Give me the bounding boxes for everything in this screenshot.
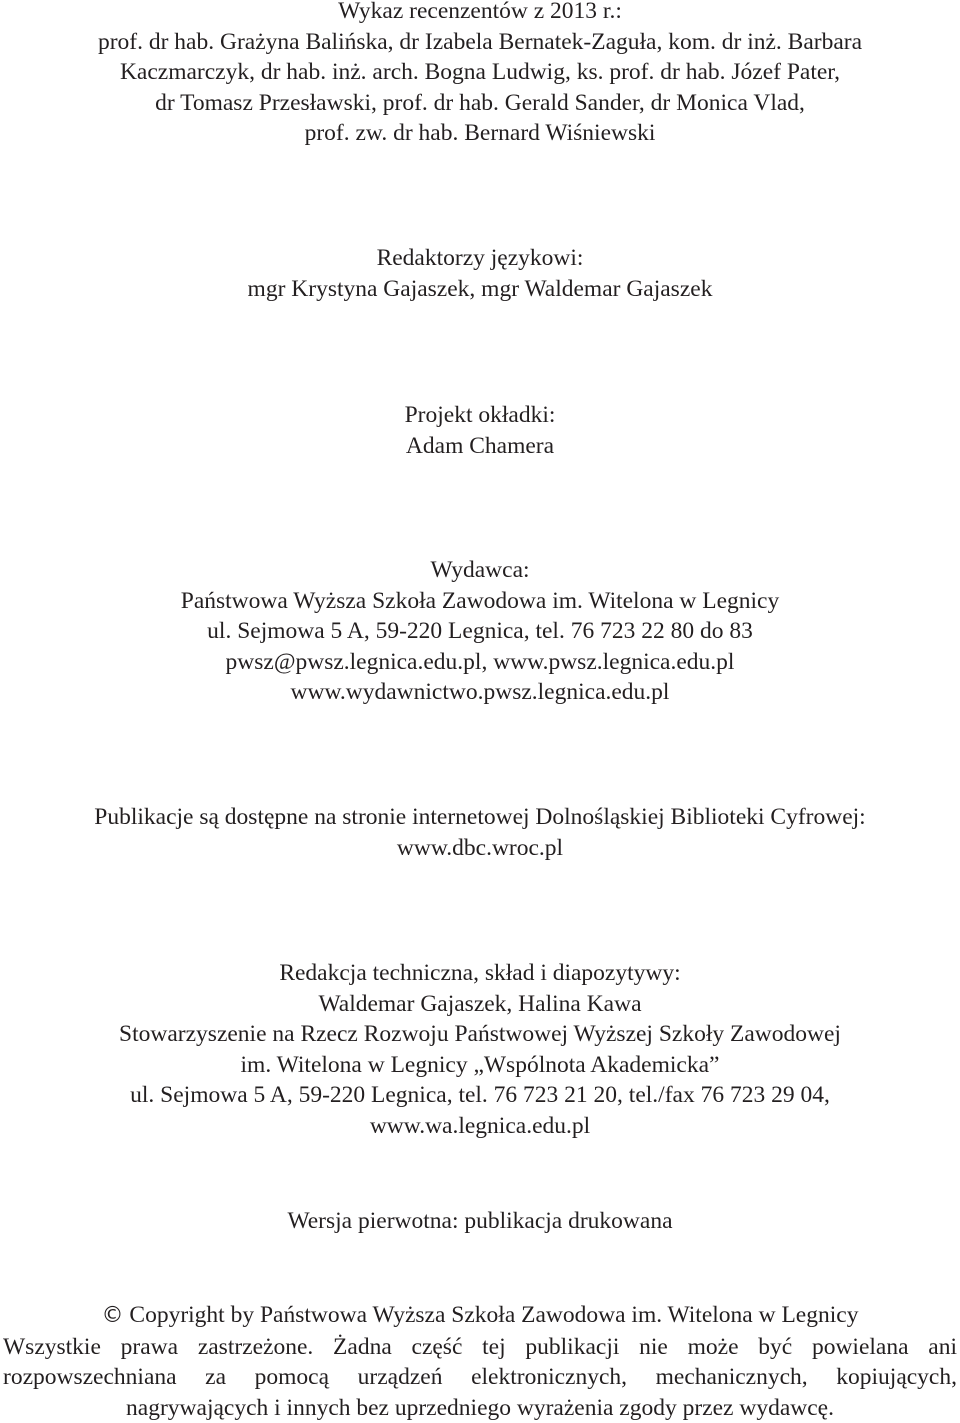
language-editors-names: mgr Krystyna Gajaszek, mgr Waldemar Gajaszek — [247, 275, 713, 302]
rights-line: nagrywających i innych bez uprzedniego wyrażenia zgody przez wydawcę. — [126, 1394, 834, 1421]
reviewers-line: prof. zw. dr hab. Bernard Wiśniewski — [304, 120, 656, 146]
publisher-heading: Wydawca: — [430, 557, 530, 583]
rights-line: Wszystkie prawa zastrzeżone. Żadna część tej publikacji nie może być powielana ani — [3, 1333, 957, 1360]
digital-library-section — [0, 802, 960, 863]
version-text: Wersja pierwotna: publikacja drukowana — [287, 1208, 673, 1234]
publisher-website: www.wydawnictwo.pwsz.legnica.edu.pl — [290, 679, 670, 705]
reviewers-heading: Wykaz recenzentów z 2013 r.: — [338, 0, 622, 24]
copyright-text: Copyright by Państwowa Wyższa Szkoła Zawodowa im. Witelona w Legnicy — [129, 1302, 859, 1328]
digital-library-text: Publikacje są dostępne na stronie internetowej Dolnośląskiej Biblioteki Cyfrowej: — [94, 804, 866, 830]
copyright-icon: © — [101, 1303, 124, 1328]
association-website: www.wa.legnica.edu.pl — [369, 1112, 591, 1139]
publisher-contact: pwsz@pwsz.legnica.edu.pl, www.pwsz.legnica.edu.pl — [225, 648, 735, 675]
publisher-section — [0, 555, 960, 708]
association-name-cont: im. Witelona w Legnicy „Wspólnota Akademicka” — [240, 1051, 720, 1078]
language-editors-section — [0, 243, 960, 304]
reviewers-section — [0, 0, 960, 149]
copyright-line — [0, 1300, 960, 1332]
reviewers-line: Kaczmarczyk, dr hab. inż. arch. Bogna Ludwig, ks. prof. dr hab. Józef Pater, — [119, 59, 841, 85]
version-section — [0, 1206, 960, 1237]
cover-design-section — [0, 400, 960, 461]
digital-library-url: www.dbc.wroc.pl — [396, 834, 564, 861]
copyright-section — [0, 1300, 960, 1423]
publisher-name: Państwowa Wyższa Szkoła Zawodowa im. Witelona w Legnicy — [180, 587, 780, 614]
cover-designer-name: Adam Chamera — [405, 432, 555, 459]
cover-design-heading: Projekt okładki: — [404, 402, 556, 428]
association-name: Stowarzyszenie na Rzecz Rozwoju Państwowej Wyższej Szkoły Zawodowej — [119, 1021, 841, 1047]
rights-line: rozpowszechniana za pomocą urządzeń elektronicznych, mechanicznych, kopiujących, — [3, 1364, 957, 1390]
language-editors-heading: Redaktorzy językowi: — [376, 245, 584, 271]
association-address: ul. Sejmowa 5 A, 59-220 Legnica, tel. 76 723 21 20, tel./fax 76 723 29 04, — [130, 1082, 830, 1108]
reviewers-line: dr Tomasz Przesławski, prof. dr hab. Gerald Sander, dr Monica Vlad, — [155, 89, 805, 116]
reviewers-line: prof. dr hab. Grażyna Balińska, dr Izabela Bernatek-Zaguła, kom. dr inż. Barbara — [97, 28, 863, 55]
technical-editors-names: Waldemar Gajaszek, Halina Kawa — [318, 990, 642, 1017]
technical-editing-section — [0, 958, 960, 1141]
publisher-address: ul. Sejmowa 5 A, 59-220 Legnica, tel. 76 723 22 80 do 83 — [207, 618, 753, 644]
technical-editing-heading: Redakcja techniczna, skład i diapozytywy: — [279, 960, 681, 986]
